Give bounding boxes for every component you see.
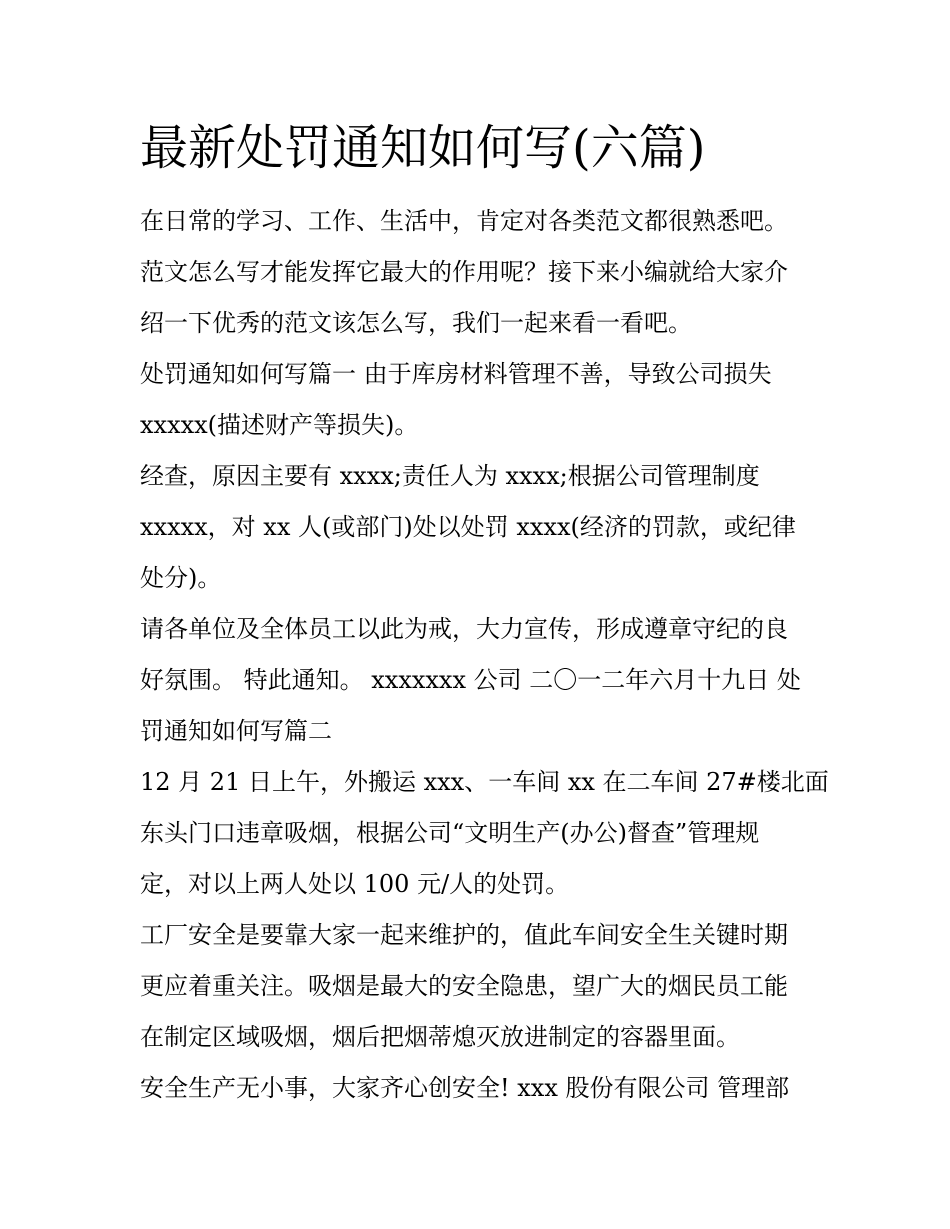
text-line: 定，对以上两人处以 100 元/人的处罚。 (140, 870, 570, 898)
text-line: 经查，原因主要有 xxxx;责任人为 xxxx;根据公司管理制度 (140, 462, 760, 490)
paragraph-intro (140, 196, 820, 349)
paragraph-closing (140, 1063, 820, 1114)
text-line: 处罚通知如何写篇一 由于库房材料管理不善，导致公司损失 (140, 360, 772, 388)
text-line: 安全生产无小事，大家齐心创安全! xxx 股份有限公司 管理部 (140, 1074, 790, 1102)
document-body (140, 196, 829, 1114)
text-line: 在制定区域吸烟，烟后把烟蒂熄灭放进制定的容器里面。 (140, 1023, 740, 1051)
text-line: xxxxx，对 xx 人(或部门)处以处罚 xxxx(经济的罚款，或纪律 (140, 513, 796, 541)
paragraph-article-one (140, 349, 820, 451)
text-line: 工厂安全是要靠大家一起来维护的，值此车间安全生关键时期 (140, 921, 788, 949)
text-line: 请各单位及全体员工以此为戒，大力宣传，形成遵章守纪的良 (140, 615, 788, 643)
text-line: 范文怎么写才能发挥它最大的作用呢？接下来小编就给大家介 (140, 258, 788, 286)
paragraph-warning (140, 604, 820, 757)
text-line: 更应着重关注。吸烟是最大的安全隐患，望广大的烟民员工能 (140, 972, 788, 1000)
text-line: 好氛围。 特此通知。 xxxxxxx 公司 二〇一二年六月十九日 处 (140, 666, 801, 694)
text-line: 12 月 21 日上午，外搬运 xxx、一车间 xx 在二车间 27#楼北面 (140, 768, 829, 796)
text-line: 罚通知如何写篇二 (140, 717, 332, 745)
document-title: 最新处罚通知如何写(六篇) (140, 120, 706, 176)
paragraph-safety (140, 910, 820, 1063)
text-line: 东头门口违章吸烟，根据公司“文明生产(办公)督查”管理规 (140, 819, 760, 847)
text-line: xxxxx(描述财产等损失)。 (140, 411, 419, 439)
paragraph-investigation (140, 451, 820, 604)
text-line: 在日常的学习、工作、生活中，肯定对各类范文都很熟悉吧。 (140, 207, 788, 235)
text-line: 绍一下优秀的范文该怎么写，我们一起来看一看吧。 (140, 309, 692, 337)
paragraph-article-two (140, 757, 829, 910)
text-line: 处分)。 (140, 564, 222, 592)
